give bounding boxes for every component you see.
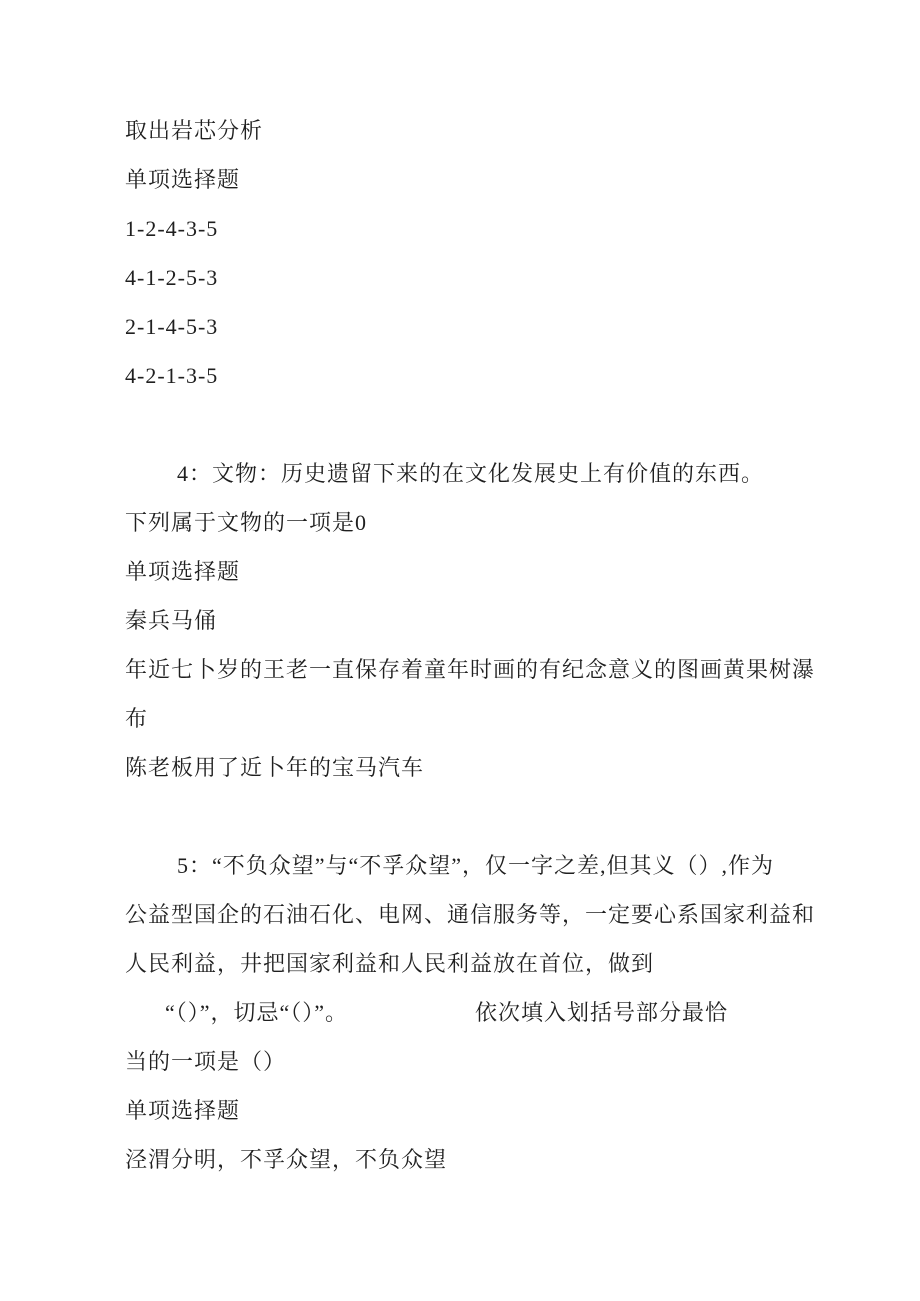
question-5-block [125,841,920,1184]
question-3-answer-block [125,106,920,400]
answer-option-sequence: 2-1-4-5-3 [125,314,219,339]
question-5-stem-continued: “（）”，切忌“（）”。 依次填入划括号部分最恰 [165,1000,729,1025]
answer-option-sequence: 1-2-4-3-5 [125,216,219,241]
answer-option-text-wrap: 布 [125,706,149,731]
answer-option-text: 秦兵马俑 [125,608,218,633]
question-4-stem: 4：文物：历史遗留下来的在文化发展史上有价值的东西。 [177,461,765,486]
answer-option-text: 取出岩芯分析 [125,118,264,143]
question-5-stem-continued: 当的一项是（） [125,1049,287,1074]
answer-option-sequence: 4-2-1-3-5 [125,363,219,388]
question-5-stem-continued: 公益型国企的石油石化、电网、通信服务等，一定要心系国家利益和 [125,902,816,927]
answer-option-text: 泾渭分明，不孚众望，不负众望 [125,1147,448,1172]
question-4-stem-continued: 下列属于文物的一项是0 [125,510,368,535]
question-type-label: 单项选择题 [125,559,241,584]
question-type-label: 单项选择题 [125,167,241,192]
question-5-stem-continued: 人民利益，井把国家利益和人民利益放在首位，做到 [125,951,655,976]
question-5-stem: 5：“不负众望”与“不孚众望”，仅一字之差,但其义（）,作为 [177,853,775,878]
answer-option-sequence: 4-1-2-5-3 [125,265,219,290]
question-4-block [125,449,920,792]
question-type-label: 单项选择题 [125,1098,241,1123]
answer-option-text: 年近七卜岁的王老一直保存着童年时画的有纪念意义的图画黄果树瀑 [125,657,816,682]
answer-option-text: 陈老板用了近卜年的宝马汽车 [125,755,425,780]
